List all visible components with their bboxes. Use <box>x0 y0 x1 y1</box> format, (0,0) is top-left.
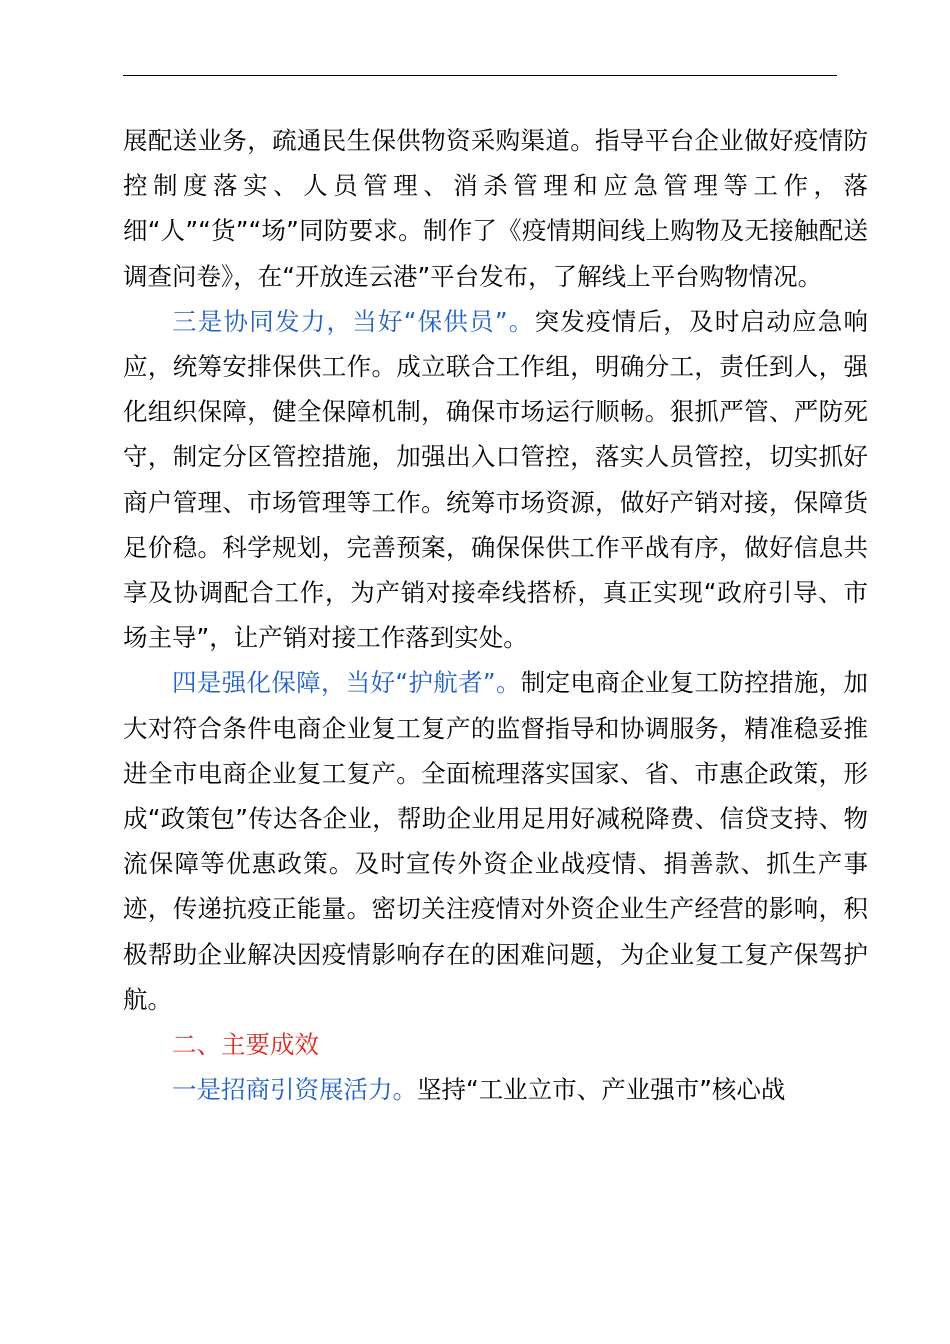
paragraph-2-lead: 三是协同发力，当好“保供员”。 <box>172 306 535 336</box>
paragraph-2-text: 突发疫情后，及时启动应急响应，统筹安排保供工作。成立联合工作组，明确分工，责任到人，强化组织保障，健全保障机制，确保市场运行顺畅。狠抓严管、严防死守，制定分区管控措施，加强出入口管控，落实人员管控，切实抓好商户管理、市场管理等工作。统筹市场资源，做好产销对接，保障货足价稳。科学规划，完善预案，确保保供工作平战有序，做好信息共享及协调配合工作，为产销对接牵线搭桥，真正实现“政府引导、市场主导”，让产销对接工作落到实处。 <box>123 306 868 653</box>
paragraph-4-lead: 一是招商引资展活力。 <box>172 1075 417 1105</box>
paragraph-3-text: 制定电商企业复工防控措施，加大对符合条件电商企业复工复产的监督指导和协调服务，精准稳妥推进全市电商企业复工复产。全面梳理落实国家、省、市惠企政策，形成“政策包”传达各企业，帮助企业用足用好减税降费、信贷支持、物流保障等优惠政策。及时宣传外资企业战疫情、捐善款、抓生产事迹，传递抗疫正能量。密切关注疫情对外资企业生产经营的影响，积极帮助企业解决因疫情影响存在的困难问题，为企业复工复产保驾护航。 <box>123 668 868 1014</box>
paragraph-4-text: 坚持“工业立市、产业强市”核心战 <box>417 1075 786 1105</box>
paragraph-1-text: 展配送业务，疏通民生保供物资采购渠道。指导平台企业做好疫情防控制度落实、人员管理、消杀管理和应急管理等工作，落细“人”“货”“场”同防要求。制作了《疫情期间线上购物及无接触配送调查问卷》，在“开放连云港”平台发布，了解线上平台购物情况。 <box>123 126 868 291</box>
section-heading: 二、主要成效 <box>172 1030 319 1060</box>
document-body <box>123 118 868 1112</box>
paragraph-3-lead: 四是强化保障，当好“护航者”。 <box>172 668 521 698</box>
paragraph-2 <box>123 299 868 661</box>
paragraph-4 <box>123 1067 868 1112</box>
header-rule <box>123 75 837 76</box>
paragraph-1 <box>123 118 868 299</box>
paragraph-3 <box>123 660 868 1022</box>
